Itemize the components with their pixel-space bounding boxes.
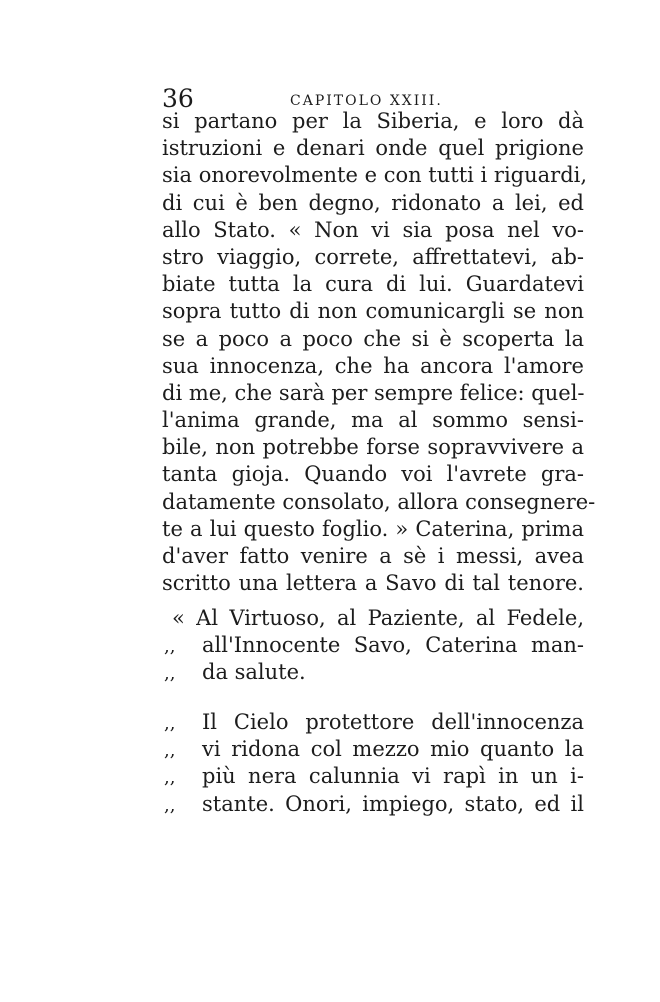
text-line: sia onorevolmente e con tutti i riguardi, [162,163,588,188]
letter-line [162,659,584,686]
text-line: sua innocenza, che ha ancora l'amore [162,353,584,378]
text-line: si partano per la Siberia, e loro dà [162,109,584,133]
text-line: se a poco a poco che si è scoperta la [162,326,584,351]
quote-mark: ,, [164,794,176,816]
letter-line [162,736,584,763]
letter-line-text: Il Cielo protettore dell'innocenza [202,710,584,734]
letter-paragraph [162,709,584,818]
quote-mark: ,, [164,663,176,685]
letter-line-text: stante. Onori, impiego, stato, ed il [202,791,584,816]
text-line: tanta gioja. Quando voi l'avrete gra- [162,462,584,487]
text-line: istruzioni e denari onde quel prigione [162,136,584,161]
text-line: biate tutta la cura di lui. Guardatevi [162,272,584,297]
letter-line-text: da salute. [202,660,306,685]
letter-line-text: all'Innocente Savo, Caterina man- [202,633,584,658]
quote-mark: ,, [164,713,176,734]
quote-mark: ,, [164,767,176,789]
text-line: stro viaggio, correte, affrettatevi, ab- [162,244,584,269]
letter-line [162,709,584,736]
body-text [162,108,596,597]
letter-line [162,791,584,818]
text-line: di cui è ben degno, ridonato a lei, ed [162,190,584,215]
letter-line [162,632,584,659]
text-line: l'anima grande, ma al sommo sensi- [162,408,584,433]
letter-line-text: vi ridona col mezzo mio quanto la [202,737,584,762]
text-line: allo Stato. « Non vi sia posa nel vo- [162,217,584,242]
running-title: CAPITOLO XXIII. [290,93,443,109]
letter-salutation [162,605,584,687]
letter-line-text: più nera calunnia vi rapì in un i- [202,764,584,789]
text-line: d'aver fatto venire a sè i messi, avea [162,544,584,568]
text-line: te a lui questo foglio. » Caterina, prima [162,516,584,541]
quote-mark: ,, [164,636,176,658]
text-line: bile, non potrebbe forse sopravvivere a [162,435,584,460]
quote-mark: ,, [164,740,176,762]
text-line: sopra tutto di non comunicargli se non [162,299,584,324]
text-line: datamente consolato, allora consegnere- [162,489,596,514]
text-line: di me, che sarà per sempre felice: quel- [162,380,585,405]
letter-line: « Al Virtuoso, al Paziente, al Fedele, [172,606,584,630]
letter-line [162,763,584,790]
page-number: 36 [162,84,194,113]
text-line: scritto una lettera a Savo di tal tenore. [162,571,584,596]
